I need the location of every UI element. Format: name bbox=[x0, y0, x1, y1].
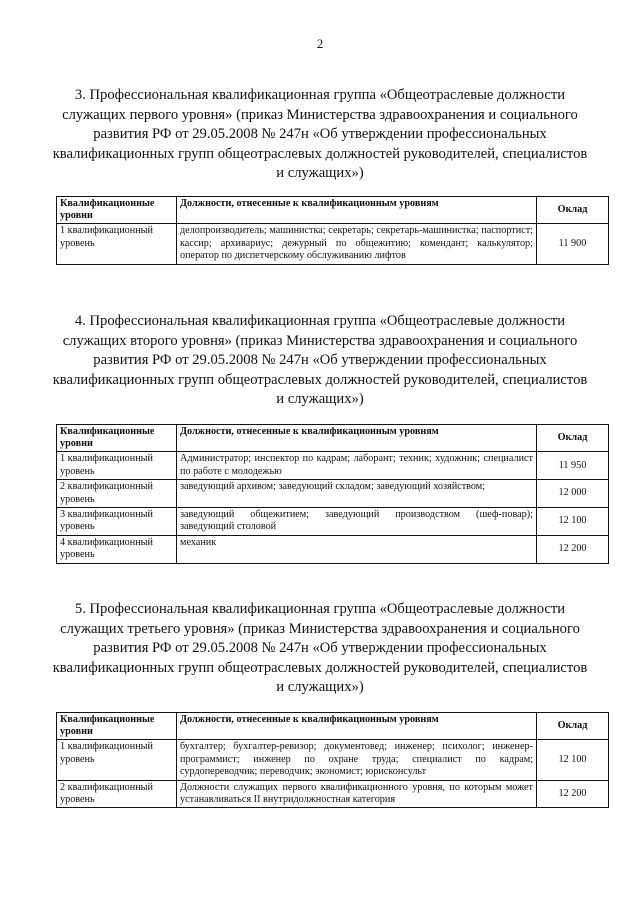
table-row bbox=[57, 507, 609, 535]
level-cell: 3 квалификационный уровень bbox=[57, 507, 177, 535]
level-cell: 1 квалификационный уровень bbox=[57, 452, 177, 480]
column-header: Оклад bbox=[537, 196, 609, 224]
table-header-row bbox=[57, 424, 609, 452]
column-header: Должности, отнесенные к квалификационным уровням bbox=[177, 424, 537, 452]
column-header: Оклад bbox=[537, 712, 609, 740]
column-header: Квалификационные уровни bbox=[57, 424, 177, 452]
salary-table bbox=[56, 424, 609, 564]
level-cell: 1 квалификационный уровень bbox=[57, 224, 177, 264]
column-header: Должности, отнесенные к квалификационным уровням bbox=[177, 712, 537, 740]
section-3 bbox=[0, 86, 640, 265]
salary-cell: 12 000 bbox=[537, 480, 609, 508]
table-row bbox=[57, 780, 609, 808]
salary-cell: 11 950 bbox=[537, 452, 609, 480]
section-heading: 5. Профессиональная квалификационная группа «Общеотраслевые должности служащих третьего уровня» (приказ Министерства здравоохранения и социального развития РФ от 29.05.2008 № 247н «Об утверждении профессиональных квалификационных групп общеотраслевых должностей руководителей, специалистов и служащих») bbox=[52, 601, 588, 695]
duties-cell: Администратор; инспектор по кадрам; лаборант; техник; художник; специалист по работе с молодежью bbox=[177, 452, 537, 480]
salary-cell: 12 100 bbox=[537, 740, 609, 780]
duties-cell: бухгалтер; бухгалтер-ревизор; документовед; инженер; психолог; инженер-программист; инженер по охране труда; специалист по кадрам; сурдопереводчик; переводчик; экономист; юрисконсульт bbox=[177, 740, 537, 780]
salary-cell: 12 200 bbox=[537, 535, 609, 563]
page-number: 2 bbox=[316, 36, 324, 51]
table-row bbox=[57, 480, 609, 508]
section-5 bbox=[0, 600, 640, 808]
table-row bbox=[57, 740, 609, 780]
table-row bbox=[57, 224, 609, 264]
duties-cell: заведующий архивом; заведующий складом; заведующий хозяйством; bbox=[177, 480, 537, 508]
salary-table bbox=[56, 196, 609, 265]
column-header: Оклад bbox=[537, 424, 609, 452]
duties-cell: Должности служащих первого квалификационного уровня, по которым может устанавливаться II внутридолжностная категория bbox=[177, 780, 537, 808]
section-heading: 3. Профессиональная квалификационная группа «Общеотраслевые должности служащих первого уровня» (приказ Министерства здравоохранения и социального развития РФ от 29.05.2008 № 247н «Об утверждении профессиональных квалификационных групп общеотраслевых должностей руководителей, специалистов и служащих») bbox=[52, 87, 588, 181]
salary-cell: 12 100 bbox=[537, 507, 609, 535]
level-cell: 2 квалификационный уровень bbox=[57, 780, 177, 808]
level-cell: 1 квалификационный уровень bbox=[57, 740, 177, 780]
duties-cell: механик bbox=[177, 535, 537, 563]
salary-table bbox=[56, 712, 609, 809]
column-header: Квалификационные уровни bbox=[57, 712, 177, 740]
duties-cell: заведующий общежитием; заведующий производством (шеф-повар); заведующий столовой bbox=[177, 507, 537, 535]
table-header-row bbox=[57, 196, 609, 224]
section-4 bbox=[0, 312, 640, 564]
column-header: Должности, отнесенные к квалификационным уровням bbox=[177, 196, 537, 224]
duties-cell: делопроизводитель; машинистка; секретарь; секретарь-машинистка; паспортист; кассир; архивариус; дежурный по общежитию; комендант; калькулятор; оператор по диспетчерскому обслуживанию лифтов bbox=[177, 224, 537, 264]
salary-cell: 12 200 bbox=[537, 780, 609, 808]
table-row bbox=[57, 535, 609, 563]
level-cell: 4 квалификационный уровень bbox=[57, 535, 177, 563]
table-header-row bbox=[57, 712, 609, 740]
table-row bbox=[57, 452, 609, 480]
section-heading: 4. Профессиональная квалификационная группа «Общеотраслевые должности служащих второго уровня» (приказ Министерства здравоохранения и социального развития РФ от 29.05.2008 № 247н «Об утверждении профессиональных квалификационных групп общеотраслевых должностей руководителей, специалистов и служащих») bbox=[52, 313, 588, 407]
level-cell: 2 квалификационный уровень bbox=[57, 480, 177, 508]
column-header: Квалификационные уровни bbox=[57, 196, 177, 224]
salary-cell: 11 900 bbox=[537, 224, 609, 264]
